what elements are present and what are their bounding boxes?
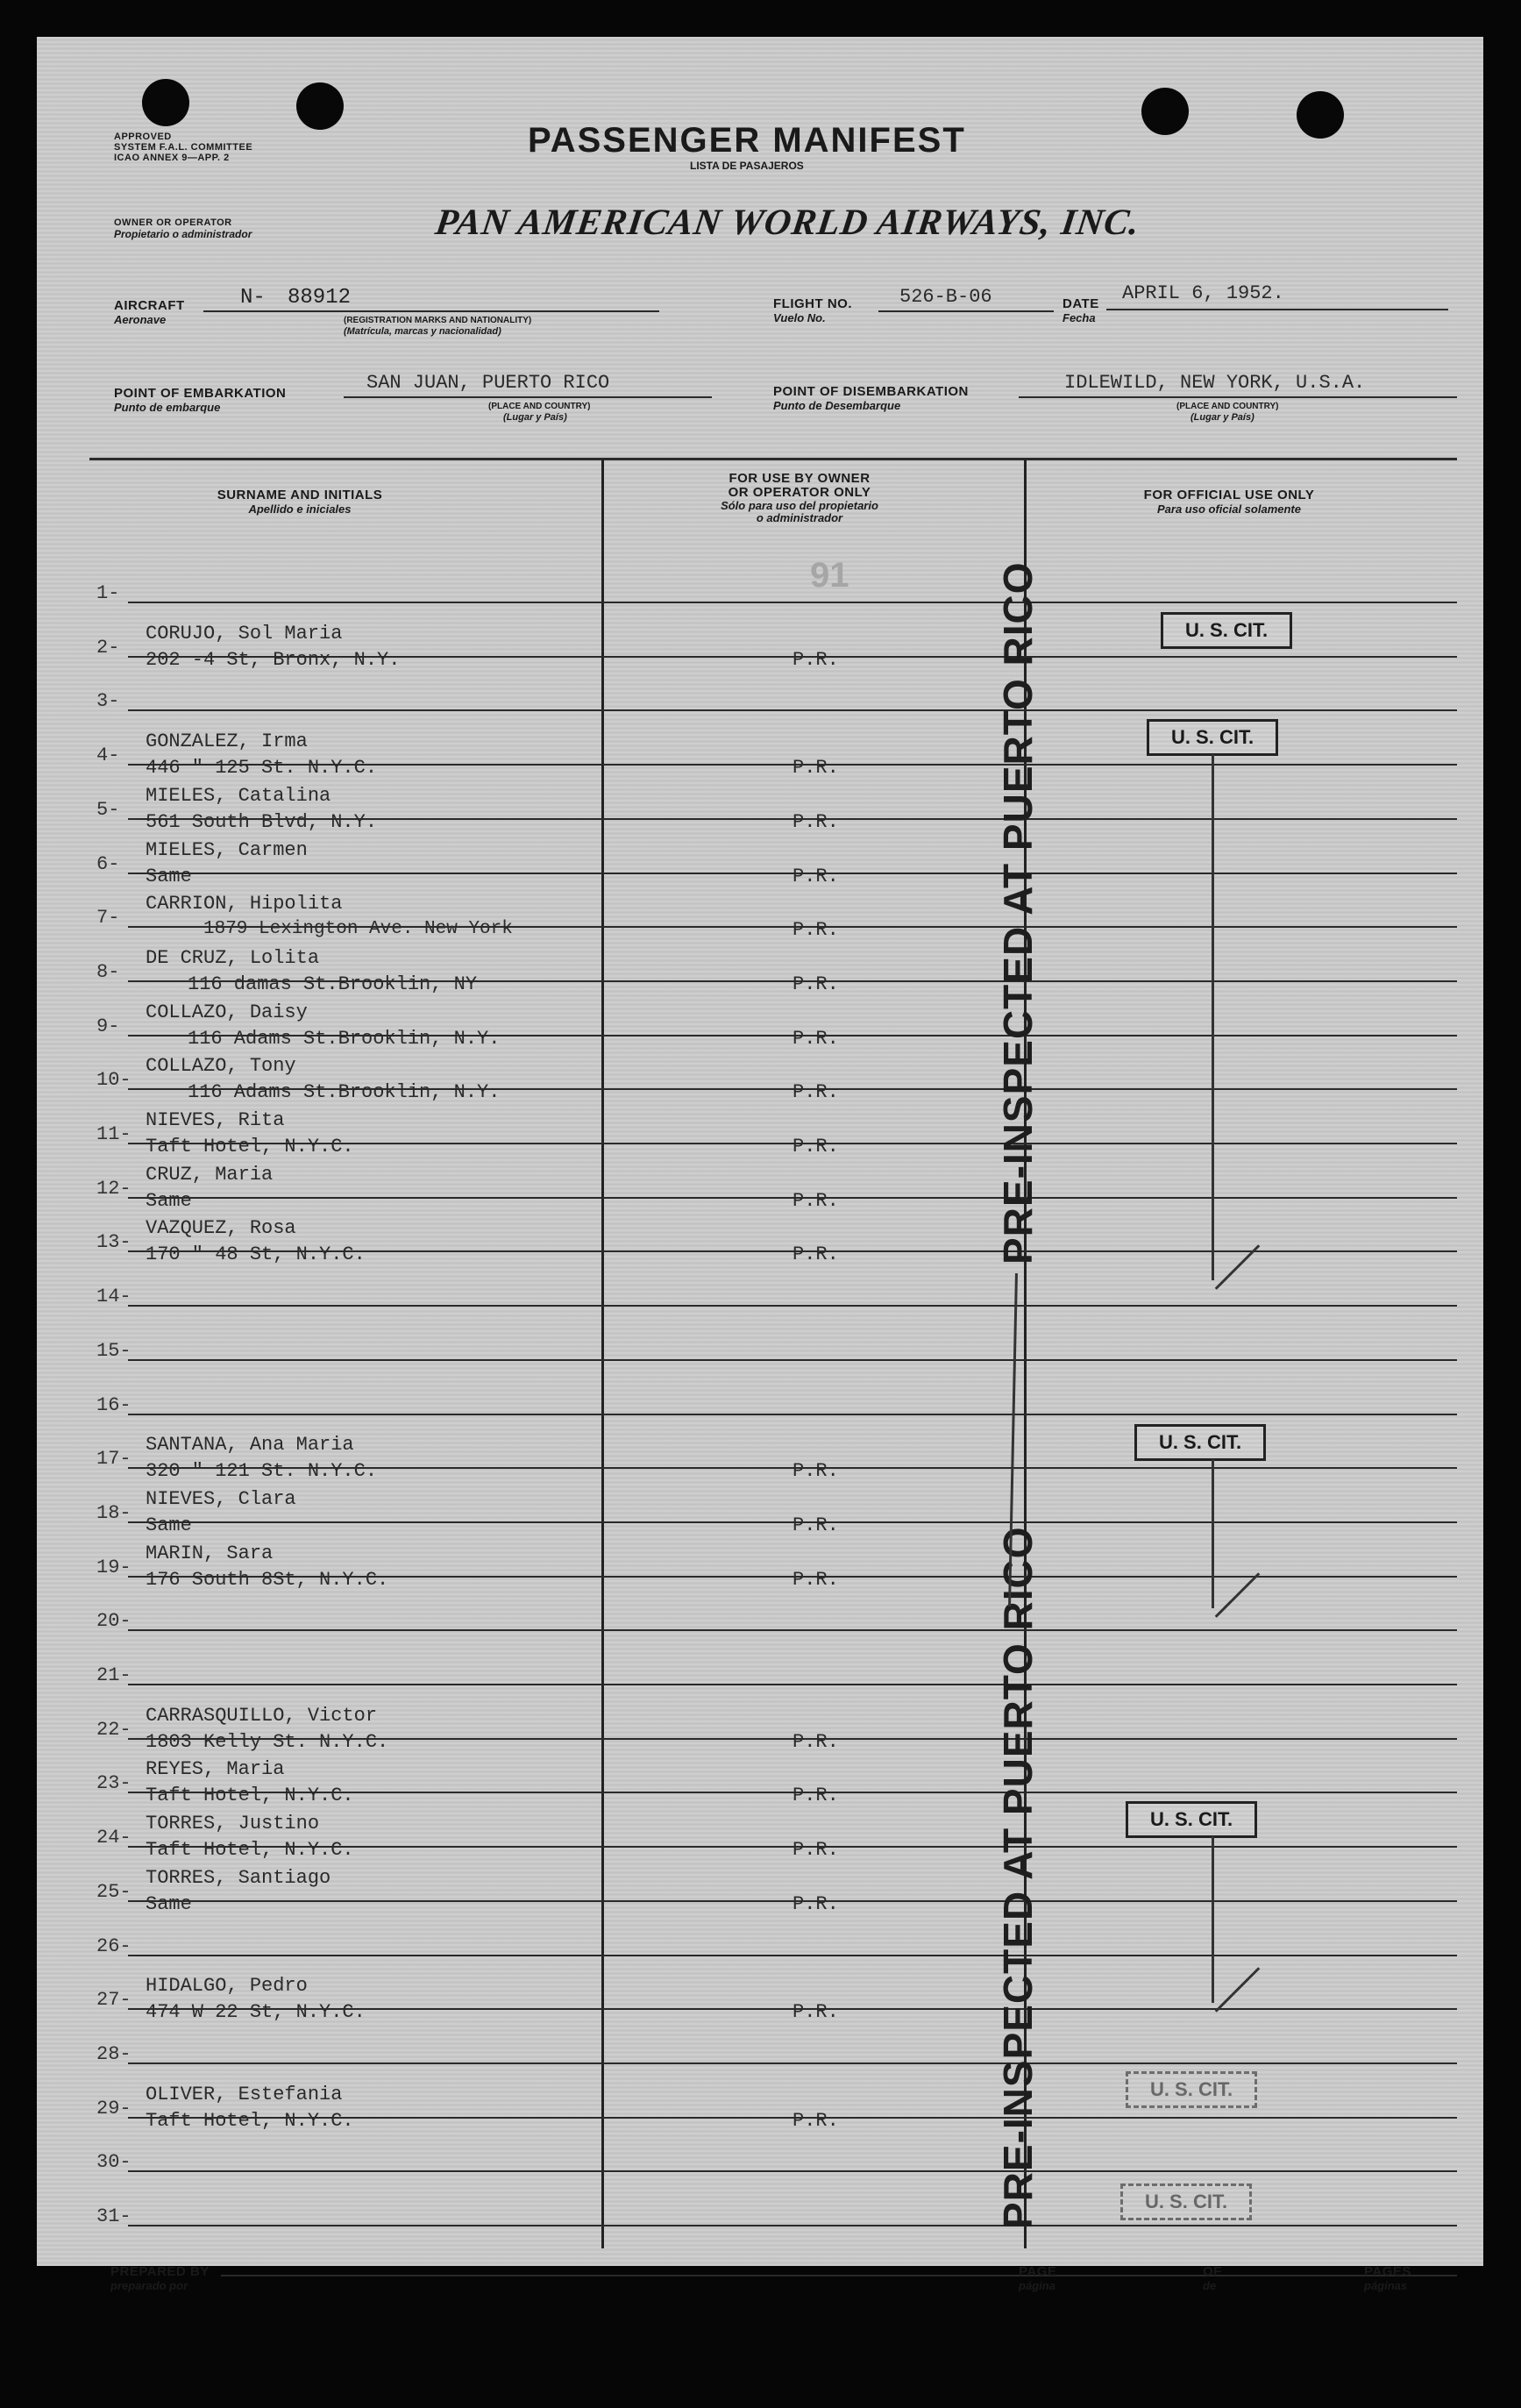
row-number: 22- <box>96 1718 131 1741</box>
passenger-address: 320 " 121 St. N.Y.C. <box>146 1460 378 1483</box>
passenger-code: P.R. <box>792 1243 839 1266</box>
bracket-line <box>1212 1836 1214 2003</box>
page-title: PASSENGER MANIFEST <box>528 121 966 160</box>
bracket-tick <box>1215 1572 1261 1618</box>
embarkation-label-es: Punto de embarque <box>114 401 221 414</box>
row-rule <box>128 1305 1457 1307</box>
disembarkation-underline <box>1019 396 1457 398</box>
passenger-address: Taft Hotel, N.Y.C. <box>146 2109 354 2132</box>
row-number: 26- <box>96 1934 131 1957</box>
owner-label-block <box>114 217 252 240</box>
col-header-official-label: FOR OFFICIAL USE ONLY <box>1143 488 1315 502</box>
passenger-address: Same <box>146 865 192 887</box>
aircraft-label-es: Aeronave <box>114 313 167 326</box>
row-number: 27- <box>96 1989 131 2012</box>
row-number: 8- <box>96 960 120 983</box>
passenger-name: MIELES, Carmen <box>146 838 308 861</box>
owner-label-es: Propietario o administrador <box>114 228 252 240</box>
embarkation-label-block <box>114 386 286 414</box>
citizen-stamp: U. S. CIT. <box>1126 1801 1257 1838</box>
row-rule <box>128 1955 1457 1956</box>
footer-of-label: OF <box>1203 2264 1222 2279</box>
row-number: 10- <box>96 1069 131 1092</box>
faint-page-number: 91 <box>810 556 849 595</box>
footer-of <box>1203 2264 1222 2292</box>
embarkation-underline <box>344 396 712 398</box>
passenger-address: 176 South 8St, N.Y.C. <box>146 1568 389 1591</box>
passenger-name: GONZALEZ, Irma <box>146 730 308 753</box>
passenger-name: REYES, Maria <box>146 1758 285 1781</box>
row-number: 19- <box>96 1556 131 1578</box>
footer-prepared-label: PREPARED BY <box>110 2264 210 2279</box>
passenger-code: P.R. <box>792 1568 839 1591</box>
row-rule <box>128 602 1457 603</box>
aircraft-registration: 88912 <box>288 286 352 310</box>
date-label-block <box>1063 296 1099 324</box>
passenger-name: CARRASQUILLO, Victor <box>146 1704 378 1727</box>
disembarkation-value: IDLEWILD, NEW YORK, U.S.A. <box>1064 372 1366 394</box>
passenger-name: MARIN, Sara <box>146 1542 274 1564</box>
passenger-name: TORRES, Santiago <box>146 1866 331 1889</box>
passenger-address: 1879 Lexington Ave. New York <box>203 919 513 940</box>
passenger-code: P.R. <box>792 1785 839 1807</box>
flight-label-block <box>773 296 852 324</box>
row-number: 16- <box>96 1393 131 1416</box>
punch-hole <box>296 82 344 130</box>
passenger-name: CORUJO, Sol Maria <box>146 622 343 645</box>
passenger-name: CRUZ, Maria <box>146 1163 274 1186</box>
row-number: 14- <box>96 1286 131 1308</box>
passenger-code: P.R. <box>792 757 839 780</box>
citizen-stamp: U. S. CIT. <box>1134 1424 1266 1461</box>
date-underline <box>1106 309 1448 310</box>
footer-of-es: de <box>1203 2279 1217 2292</box>
passenger-code: P.R. <box>792 1514 839 1536</box>
row-rule <box>128 709 1457 711</box>
footer-pages <box>1364 2264 1411 2292</box>
table-top-rule <box>89 458 1457 460</box>
passenger-address: 116 Adams St.Brooklin, N.Y. <box>188 1081 501 1104</box>
disembarkation-label: POINT OF DISEMBARKATION <box>773 384 969 399</box>
flight-label: FLIGHT NO. <box>773 296 852 311</box>
passenger-code: P.R. <box>792 2001 839 2024</box>
row-number: 11- <box>96 1123 131 1145</box>
aircraft-note: (REGISTRATION MARKS AND NATIONALITY) <box>344 316 532 325</box>
passenger-name: HIDALGO, Pedro <box>146 1975 308 1998</box>
punch-hole <box>142 79 189 126</box>
footer-pages-es: páginas <box>1364 2279 1408 2292</box>
passenger-name: NIEVES, Clara <box>146 1487 296 1510</box>
approval-line: ICAO ANNEX 9—APP. 2 <box>114 153 230 163</box>
row-number: 28- <box>96 2042 131 2065</box>
row-number: 29- <box>96 2097 131 2119</box>
passenger-name: SANTANA, Ana Maria <box>146 1434 354 1457</box>
row-number: 9- <box>96 1015 120 1037</box>
row-rule <box>128 2170 1457 2172</box>
passenger-name: NIEVES, Rita <box>146 1109 285 1131</box>
passenger-code: P.R. <box>792 1136 839 1158</box>
citizen-stamp: U. S. CIT. <box>1126 2071 1257 2108</box>
passenger-address: Taft Hotel, N.Y.C. <box>146 1839 354 1862</box>
footer-prepared-es: preparado por <box>110 2279 188 2292</box>
row-number: 17- <box>96 1448 131 1471</box>
owner-label: OWNER OR OPERATOR <box>114 217 232 228</box>
passenger-code: P.R. <box>792 1027 839 1050</box>
passenger-name: VAZQUEZ, Rosa <box>146 1217 296 1240</box>
row-number: 13- <box>96 1231 131 1254</box>
row-number: 18- <box>96 1501 131 1524</box>
row-number: 1- <box>96 582 120 604</box>
aircraft-note-es: (Matrícula, marcas y nacionalidad) <box>344 326 501 337</box>
row-number: 31- <box>96 2205 131 2227</box>
disembarkation-note: (PLACE AND COUNTRY) <box>1176 402 1279 411</box>
citizen-stamp: U. S. CIT. <box>1147 719 1278 756</box>
passenger-code: P.R. <box>792 648 839 671</box>
aircraft-underline <box>203 310 659 312</box>
embarkation-label: POINT OF EMBARKATION <box>114 386 287 401</box>
passenger-code: P.R. <box>792 810 839 833</box>
citizen-stamp: U. S. CIT. <box>1161 612 1292 649</box>
passenger-code: P.R. <box>792 1189 839 1212</box>
col-header-operator-line: OR OPERATOR ONLY <box>728 485 871 500</box>
passenger-name: COLLAZO, Tony <box>146 1055 296 1078</box>
page-subtitle: LISTA DE PASAJEROS <box>690 160 804 172</box>
row-number: 6- <box>96 852 120 875</box>
row-rule <box>128 1359 1457 1361</box>
passenger-name: TORRES, Justino <box>146 1813 320 1835</box>
passenger-code: P.R. <box>792 919 839 942</box>
date-label-es: Fecha <box>1063 311 1096 324</box>
row-number: 2- <box>96 636 120 659</box>
flight-date: APRIL 6, 1952. <box>1122 282 1284 304</box>
passenger-name: MIELES, Catalina <box>146 784 331 807</box>
passenger-address: 446 " 125 St. N.Y.C. <box>146 757 378 780</box>
passenger-address: 1803 Kelly St. N.Y.C. <box>146 1730 389 1753</box>
punch-hole <box>1141 88 1189 135</box>
row-number: 3- <box>96 690 120 713</box>
row-number: 7- <box>96 907 120 930</box>
passenger-address: Same <box>146 1189 192 1212</box>
col-header-operator-es: Sólo para uso del propietario <box>721 499 878 512</box>
row-number: 24- <box>96 1827 131 1849</box>
aircraft-prefix: N- <box>240 286 266 310</box>
passenger-name: CARRION, Hipolita <box>146 893 343 915</box>
row-number: 4- <box>96 744 120 767</box>
row-rule <box>128 1684 1457 1685</box>
footer-pages-label: PAGES <box>1364 2264 1411 2279</box>
disembarkation-note-es: (Lugar y País) <box>1191 412 1254 423</box>
aircraft-label-block <box>114 298 185 326</box>
footer-page-label: PAGE <box>1019 2264 1057 2279</box>
col-header-surname <box>168 488 431 516</box>
footer-rule <box>221 2275 1457 2276</box>
passenger-address: Same <box>146 1892 192 1915</box>
passenger-address: 116 Adams St.Brooklin, N.Y. <box>188 1027 501 1050</box>
row-rule <box>128 1414 1457 1415</box>
passenger-address: Same <box>146 1514 192 1536</box>
passenger-name: OLIVER, Estefania <box>146 2083 343 2105</box>
row-rule <box>128 1629 1457 1631</box>
col-header-operator-line: FOR USE BY OWNER <box>729 471 871 486</box>
row-number: 20- <box>96 1610 131 1633</box>
passenger-code: P.R. <box>792 1730 839 1753</box>
manifest-sheet <box>37 37 1483 2292</box>
passenger-code: P.R. <box>792 1081 839 1104</box>
disembarkation-label-es: Punto de Desembarque <box>773 399 901 412</box>
row-number: 5- <box>96 798 120 821</box>
passenger-code: P.R. <box>792 1839 839 1862</box>
row-number: 25- <box>96 1880 131 1903</box>
citizen-stamp: U. S. CIT. <box>1120 2184 1252 2220</box>
col-header-operator <box>650 472 949 524</box>
preinspected-stamp: PRE-INSPECTED AT PUERTO RICO <box>995 1526 1041 2229</box>
passenger-address: Taft Hotel, N.Y.C. <box>146 1136 354 1158</box>
passenger-address: 170 " 48 St, N.Y.C. <box>146 1243 366 1266</box>
row-number: 23- <box>96 1772 131 1795</box>
date-label: DATE <box>1063 296 1099 311</box>
col-header-operator-es: o administrador <box>756 511 843 524</box>
col-header-official-es: Para uso oficial solamente <box>1156 502 1301 516</box>
passenger-address: 202 -4 St, Bronx, N.Y. <box>146 648 401 671</box>
bracket-line <box>1212 754 1214 1280</box>
passenger-address: Taft Hotel, N.Y.C. <box>146 1785 354 1807</box>
preinspected-stamp: PRE-INSPECTED AT PUERTO RICO <box>995 561 1041 1265</box>
approval-line: APPROVED <box>114 132 172 142</box>
passenger-address: 474 W 22 St, N.Y.C. <box>146 2001 366 2024</box>
col-header-official <box>1071 488 1387 516</box>
flight-underline <box>878 310 1054 312</box>
embarkation-note: (PLACE AND COUNTRY) <box>488 402 591 411</box>
aircraft-label: AIRCRAFT <box>114 298 185 313</box>
passenger-code: P.R. <box>792 1892 839 1915</box>
bracket-tick <box>1215 1967 1261 2013</box>
footer-page-es: página <box>1019 2279 1055 2292</box>
flight-number: 526-B-06 <box>899 286 992 308</box>
bracket-line <box>1212 1459 1214 1608</box>
approval-line: SYSTEM F.A.L. COMMITTEE <box>114 142 253 153</box>
row-number: 21- <box>96 1664 131 1686</box>
punch-hole <box>1297 91 1344 139</box>
embarkation-value: SAN JUAN, PUERTO RICO <box>366 372 610 394</box>
col-header-surname-es: Apellido e iniciales <box>248 502 352 516</box>
flight-label-es: Vuelo No. <box>773 311 826 324</box>
disembarkation-label-block <box>773 384 969 412</box>
operator-name: PAN AMERICAN WORLD AIRWAYS, INC. <box>432 203 1143 243</box>
passenger-code: P.R. <box>792 1460 839 1483</box>
row-rule <box>128 2062 1457 2064</box>
passenger-code: P.R. <box>792 865 839 887</box>
passenger-address: 116 damas St.Brooklin, NY <box>188 972 478 995</box>
row-number: 30- <box>96 2151 131 2174</box>
row-number: 15- <box>96 1339 131 1362</box>
col-header-surname-label: SURNAME AND INITIALS <box>217 488 383 502</box>
footer-page <box>1019 2264 1056 2292</box>
row-rule <box>128 2225 1457 2226</box>
passenger-name: DE CRUZ, Lolita <box>146 946 320 969</box>
passenger-code: P.R. <box>792 2109 839 2132</box>
passenger-name: COLLAZO, Daisy <box>146 1001 308 1023</box>
footer-prepared <box>110 2264 210 2292</box>
embarkation-note-es: (Lugar y País) <box>503 412 567 423</box>
passenger-address: 561 South Blvd, N.Y. <box>146 810 378 833</box>
column-divider <box>601 460 604 2248</box>
row-number: 12- <box>96 1177 131 1200</box>
approval-block <box>114 132 252 163</box>
passenger-code: P.R. <box>792 972 839 995</box>
